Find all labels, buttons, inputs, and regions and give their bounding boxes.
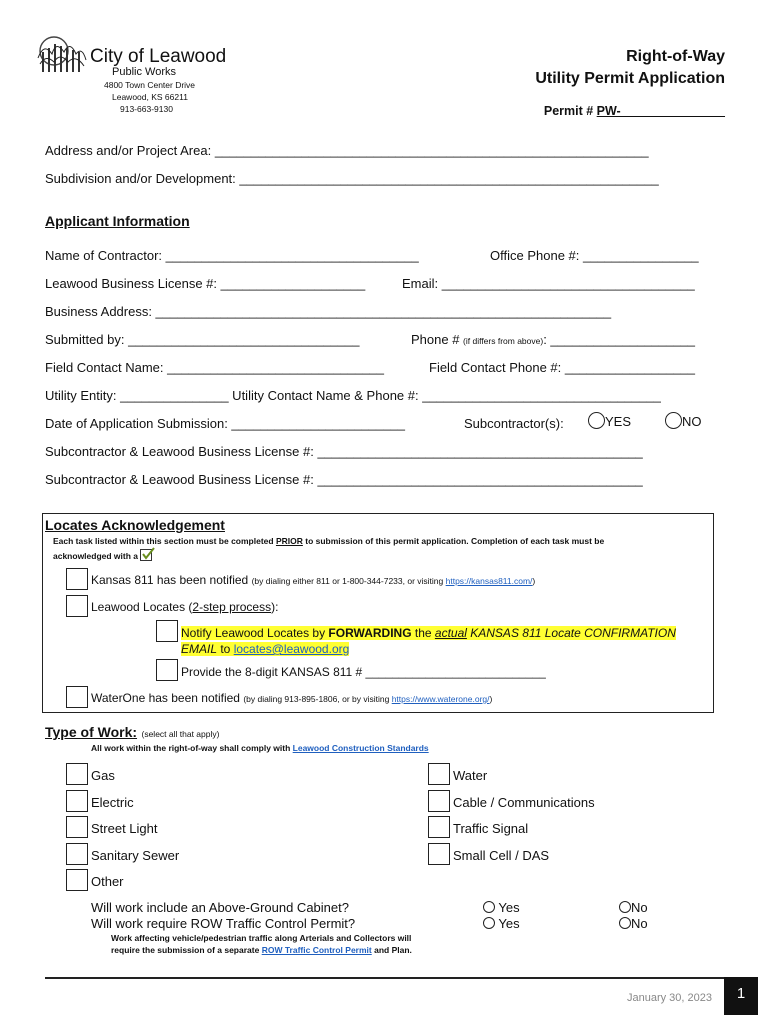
address-field[interactable]: Address and/or Project Area: ____________________________________________________________	[45, 143, 649, 158]
traffic-no-radio[interactable]	[619, 917, 631, 929]
form-title-2: Utility Permit Application	[535, 70, 725, 87]
work-small-cell-label: Small Cell / DAS	[453, 848, 550, 863]
form-title-1: Right-of-Way	[626, 48, 725, 65]
waterone-item	[91, 691, 492, 705]
business-address-field[interactable]: Business Address: _______________________________________________________________	[45, 304, 612, 319]
traffic-note-2	[111, 945, 412, 955]
cabinet-yes-label: Yes	[498, 900, 520, 915]
waterone-link[interactable]: https://www.waterone.org/	[391, 694, 490, 704]
work-gas-checkbox[interactable]	[66, 763, 88, 785]
kansas811-item	[91, 573, 535, 587]
traffic-yes-option[interactable]	[483, 916, 520, 931]
phone-field[interactable]	[411, 332, 695, 347]
subcontractor-no-option[interactable]	[665, 412, 702, 429]
work-heading-note: (select all that apply)	[141, 729, 220, 739]
page-number: 1	[736, 985, 746, 1002]
applicant-heading: Applicant Information	[45, 213, 190, 229]
forward-text-a: Notify Leawood Locates by	[181, 626, 329, 640]
phone-note: (if differs from above)	[463, 336, 544, 346]
kansas811-label: Kansas 811 has been notified	[91, 573, 252, 587]
work-streetlight-checkbox[interactable]	[66, 816, 88, 838]
subcontractor-yes-label: YES	[605, 414, 632, 429]
leawood-locates-checkbox[interactable]	[66, 595, 88, 617]
kansas811-checkbox[interactable]	[66, 568, 88, 590]
kansas811-link[interactable]: https://kansas811.com/	[445, 576, 533, 586]
locates-email-link[interactable]: locates@leawood.org	[233, 642, 350, 656]
permit-value[interactable]: PW-_______________	[596, 104, 725, 118]
license-field[interactable]: Leawood Business License #: ____________________	[45, 276, 366, 291]
work-cable-label: Cable / Communications	[453, 795, 595, 810]
subcontractor-license-field-2[interactable]: Subcontractor & Leawood Business License #: _____________________________________________	[45, 472, 643, 487]
work-water-label: Water	[453, 768, 488, 783]
instr-prior: PRIOR	[275, 536, 303, 546]
locates-heading: Locates Acknowledgement	[45, 517, 225, 533]
instr-text-b: to submission of this permit application. Completion of each task must be	[302, 536, 605, 546]
subcontractor-yes-option[interactable]	[588, 412, 631, 429]
org-phone: 913-663-9130	[120, 104, 173, 114]
work-electric-label: Electric	[91, 795, 134, 810]
waterone-note: (by dialing 913-895-1806, or by visiting	[243, 694, 392, 704]
work-streetlight-label: Street Light	[91, 821, 158, 836]
traffic-control-permit-link[interactable]: ROW Traffic Control Permit	[261, 945, 372, 955]
traffic-no-option[interactable]	[619, 916, 648, 931]
footer-date: January 30, 2023	[626, 992, 712, 1004]
permit-label: Permit #	[543, 104, 597, 118]
work-traffic-signal-checkbox[interactable]	[428, 816, 450, 838]
traffic-permit-question: Will work require ROW Traffic Control Permit?	[91, 916, 356, 931]
waterone-checkbox[interactable]	[66, 686, 88, 708]
footer-rule	[45, 977, 725, 979]
kansas811-number-checkbox[interactable]	[156, 659, 178, 681]
cabinet-yes-radio[interactable]	[483, 901, 495, 913]
waterone-label: WaterOne has been notified	[91, 691, 244, 705]
subdivision-field[interactable]: Subdivision and/or Development: __________________________________________________________	[45, 171, 659, 186]
checkmark-icon	[140, 549, 152, 561]
office-phone-field[interactable]: Office Phone #: ________________	[490, 248, 699, 263]
date-submission-field[interactable]: Date of Application Submission: ________________________	[45, 416, 405, 431]
comply-line	[91, 743, 429, 753]
org-address1: 4800 Town Center Drive	[104, 80, 196, 90]
instr-text-c: acknowledged with a	[53, 551, 139, 561]
forward-bold: FORWARDING	[328, 626, 412, 640]
work-gas-label: Gas	[91, 768, 115, 783]
kansas811-note: (by dialing either 811 or 1-800-344-7233, or visiting	[251, 576, 446, 586]
submitted-by-field[interactable]: Submitted by: ________________________________	[45, 332, 360, 347]
traffic-note-text-a: require the submission of a separate	[111, 945, 262, 955]
kansas811-number-field[interactable]: Provide the 8-digit KANSAS 811 # ___________________________	[181, 665, 546, 679]
leawood-locates-label-end: ):	[271, 600, 279, 614]
field-contact-field[interactable]: Field Contact Name: ______________________________	[45, 360, 385, 375]
cabinet-no-radio[interactable]	[619, 901, 631, 913]
traffic-note-1: Work affecting vehicle/pedestrian traffic along Arterials and Collectors will	[111, 933, 412, 943]
cabinet-no-option[interactable]	[619, 900, 648, 915]
two-step-link[interactable]: 2-step process	[192, 600, 272, 614]
forward-email-item	[181, 625, 676, 657]
subcontractor-no-radio[interactable]	[665, 412, 682, 429]
work-other-label: Other	[91, 874, 124, 889]
org-address2: Leawood, KS 66211	[112, 92, 188, 102]
work-sewer-checkbox[interactable]	[66, 843, 88, 865]
forward-to: to	[217, 642, 234, 656]
forward-actual: actual	[434, 626, 467, 640]
work-other-checkbox[interactable]	[66, 869, 88, 891]
work-electric-checkbox[interactable]	[66, 790, 88, 812]
traffic-yes-label: Yes	[498, 916, 520, 931]
forward-email-label: EMAIL	[181, 642, 218, 656]
subcontractors-label: Subcontractor(s):	[464, 416, 564, 431]
construction-standards-link[interactable]: Leawood Construction Standards	[292, 743, 429, 753]
instr-text-a: Each task listed within this section must be completed	[53, 536, 276, 546]
comply-text: All work within the right-of-way shall comply with	[91, 743, 293, 753]
subcontractor-yes-radio[interactable]	[588, 412, 605, 429]
waterone-note-close: )	[489, 694, 493, 704]
leawood-locates-item	[91, 600, 278, 614]
permit-number	[544, 104, 725, 118]
traffic-yes-radio[interactable]	[483, 917, 495, 929]
work-small-cell-checkbox[interactable]	[428, 843, 450, 865]
leawood-locates-label: Leawood Locates (	[91, 600, 193, 614]
city-logo	[36, 36, 88, 78]
field-contact-phone-field[interactable]: Field Contact Phone #: __________________	[429, 360, 695, 375]
work-cable-checkbox[interactable]	[428, 790, 450, 812]
locates-instructions-2	[53, 549, 152, 561]
traffic-note-text-b: and Plan.	[371, 945, 412, 955]
type-of-work-heading	[45, 724, 219, 742]
utility-entity-field[interactable]: Utility Entity: _______________ Utility Contact Name & Phone #: _________________________________	[45, 388, 661, 403]
email-field[interactable]: Email: ___________________________________	[402, 276, 695, 291]
dept-name: Public Works	[112, 66, 176, 78]
subcontractor-no-label: NO	[682, 414, 702, 429]
cabinet-yes-option[interactable]	[483, 900, 520, 915]
forward-text-b: the	[411, 626, 435, 640]
traffic-no-label: No	[631, 916, 648, 931]
tree-logo-icon	[36, 36, 88, 78]
org-name: City of Leawood	[90, 46, 227, 67]
kansas811-note-close: )	[532, 576, 536, 586]
work-traffic-signal-label: Traffic Signal	[453, 821, 529, 836]
phone-blank[interactable]: : ____________________	[543, 332, 696, 347]
work-water-checkbox[interactable]	[428, 763, 450, 785]
forward-email-checkbox[interactable]	[156, 620, 178, 642]
cabinet-no-label: No	[631, 900, 648, 915]
work-heading-text: Type of Work:	[45, 724, 138, 740]
work-sewer-label: Sanitary Sewer	[91, 848, 180, 863]
forward-text-c: KANSAS 811 Locate CONFIRMATION	[466, 626, 676, 640]
cabinet-question: Will work include an Above-Ground Cabinet?	[91, 900, 349, 915]
locates-instructions	[53, 536, 604, 546]
subcontractor-license-field-1[interactable]: Subcontractor & Leawood Business License #: _____________________________________________	[45, 444, 643, 459]
phone-label: Phone #	[411, 332, 464, 347]
contractor-field[interactable]: Name of Contractor: ___________________________________	[45, 248, 419, 263]
